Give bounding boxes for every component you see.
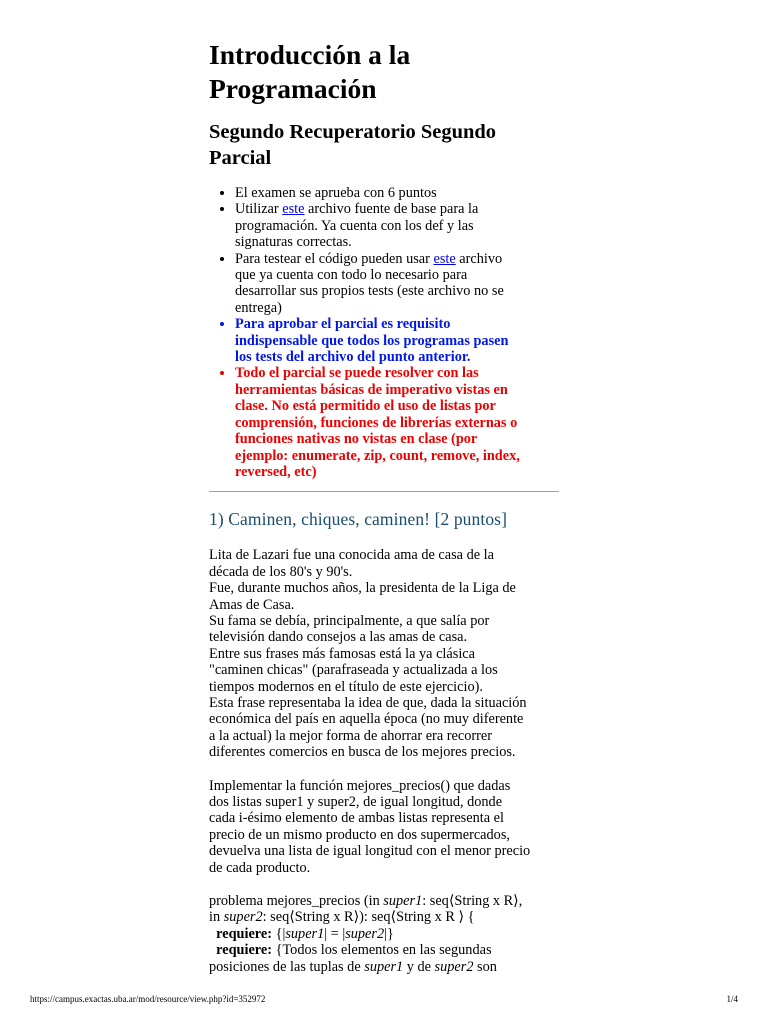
- text-line: económica del país en aquella época (no muy diferente: [209, 711, 524, 728]
- spec-line: in super2: seq⟨String x R⟩): seq⟨String x R ⟩ {: [209, 909, 475, 926]
- text-line: Implementar la función mejores_precios() que dadas: [209, 777, 511, 794]
- problem-specification: [209, 893, 561, 975]
- footer-page-number: 1/4: [726, 994, 738, 1004]
- text-line: diferentes comercios en busca de los mejores precios.: [209, 744, 516, 761]
- text-line: dos listas super1 y super2, de igual longitud, donde: [209, 794, 503, 810]
- instruction-source-file: • Utilizar este archivo fuente de base para la programación. Ya cuenta con los def y las signaturas correctas.: [235, 201, 561, 250]
- text-line: Amas de Casa.: [209, 596, 295, 613]
- exercise-story-paragraph: [209, 547, 561, 760]
- page-title: Introducción a la Programación: [209, 39, 411, 104]
- text-line: cada i-ésimo elemento de ambas listas representa el: [209, 810, 504, 827]
- exam-subtitle: Segundo Recuperatorio Segundo Parcial: [209, 121, 497, 169]
- text-line: televisión dando consejos a las amas de casa.: [209, 629, 468, 646]
- spec-line: requiere: {Todos los elementos en las segundas: [216, 942, 492, 959]
- instruction-restrictions: • Todo el parcial se puede resolver con las herramientas básicas de imperativo vistas en clase. No está permitido el uso de listas por comprensión, funciones de librerías externas o funciones nativas no vistas en clase (por ejemplo: enumerate, zip, count, remove, index, reversed, etc): [235, 365, 561, 480]
- text-line: Fue, durante muchos años, la presidenta de la Liga de: [209, 580, 516, 597]
- text-line: Su fama se debía, principalmente, a que salía por: [209, 612, 490, 629]
- section-divider: [209, 491, 559, 492]
- text-line: Lita de Lazari fue una conocida ama de casa de la: [209, 547, 494, 564]
- instruction-test-file: • Para testear el código pueden usar este archivo que ya cuenta con todo lo necesario para desarrollar sus propios tests (este archivo no se entrega): [235, 251, 561, 317]
- exercise-task-paragraph: [209, 778, 561, 876]
- footer-url: https://campus.exactas.uba.ar/mod/resource/view.php?id=352972: [30, 994, 266, 1004]
- text-line: a la actual) la mejor forma de ahorrar era recorrer: [209, 727, 492, 744]
- document-page: [209, 38, 561, 975]
- text-line: precio de un mismo producto en dos supermercados,: [209, 826, 510, 843]
- spec-line: requiere: {|super1| = |super2|}: [216, 925, 394, 942]
- text-line: década de los 80's y 90's.: [209, 563, 353, 580]
- text-line: tiempos modernos en el título de este ejercicio).: [209, 678, 483, 695]
- text-line: "caminen chicas" (parafraseada y actualizada a los: [209, 662, 498, 679]
- text-line: devuelva una lista de igual longitud con el menor precio: [209, 843, 531, 860]
- text-line: Esta frase representaba la idea de que, dada la situación: [209, 694, 527, 711]
- spec-line: posiciones de las tuplas de super1 y de super2 son: [209, 958, 497, 975]
- instruction-passing-score: • El examen se aprueba con 6 puntos: [235, 185, 561, 201]
- spec-line: problema mejores_precios (in super1: seq⟨String x R⟩,: [209, 893, 523, 910]
- section-1-heading: 1) Caminen, chiques, caminen! [2 puntos]: [209, 509, 508, 530]
- instruction-tests-required: • Para aprobar el parcial es requisito indispensable que todos los programas pasen los tests del archivo del punto anterior.: [235, 316, 561, 365]
- text-line: de cada producto.: [209, 859, 311, 876]
- text-line: Entre sus frases más famosas está la ya clásica: [209, 645, 475, 662]
- instructions-list: [209, 185, 561, 480]
- source-file-link[interactable]: este: [282, 201, 305, 218]
- test-file-link[interactable]: este: [433, 250, 456, 267]
